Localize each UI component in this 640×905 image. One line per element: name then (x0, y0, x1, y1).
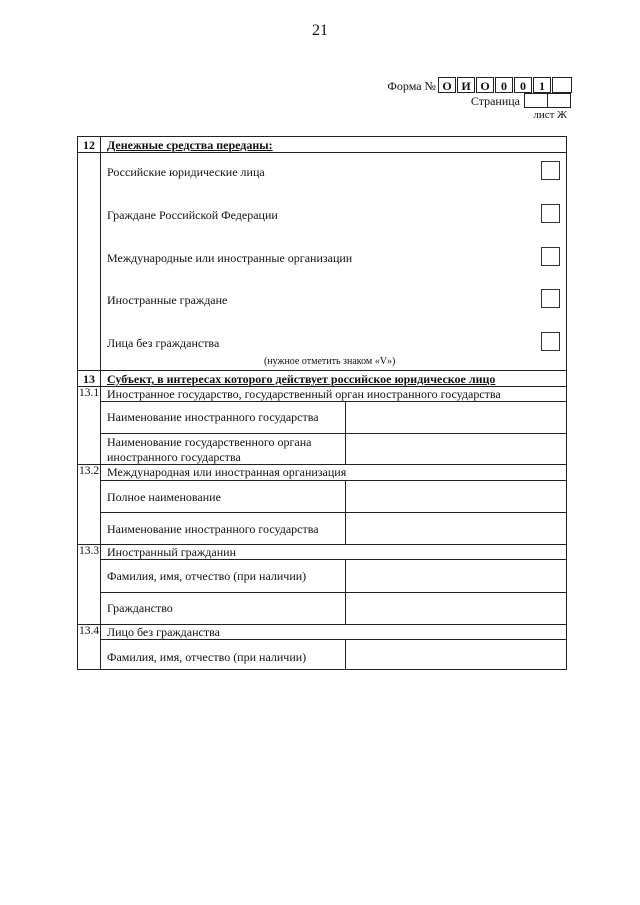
form-code-cell-1: О (438, 77, 456, 93)
form-code-cell-5: 0 (514, 77, 532, 93)
page-input-2[interactable] (547, 93, 571, 108)
input-foreign-state-name[interactable] (346, 402, 565, 432)
sheet-label: лист Ж (533, 109, 567, 121)
input-foreign-citizen-name[interactable] (346, 560, 565, 591)
section-12-title: Денежные средства переданы: (107, 138, 273, 152)
section-13-2-title: Международная или иностранная организация (107, 465, 347, 479)
checkbox-russian-citizens[interactable] (541, 204, 560, 223)
section-13-number: 13 (83, 372, 95, 386)
field-stateless-person-name: Фамилия, имя, отчество (при наличии) (107, 650, 307, 664)
field-state-body-name: Наименование государственного органа иностранного государства (107, 435, 312, 464)
form-code-cell-3: О (476, 77, 494, 93)
section-13-2-number: 13.2 (78, 465, 100, 477)
checkbox-foreign-citizens[interactable] (541, 289, 560, 308)
section-13-3-title: Иностранный гражданин (107, 545, 236, 559)
form-code-cell-4: 0 (495, 77, 513, 93)
field-citizenship: Гражданство (107, 601, 173, 615)
input-full-name[interactable] (346, 481, 565, 511)
option-russian-citizens: Граждане Российской Федерации (107, 208, 278, 222)
option-stateless-persons: Лица без гражданства (107, 336, 220, 350)
checkbox-stateless-persons[interactable] (541, 332, 560, 351)
form-code-cell-7[interactable] (552, 77, 572, 93)
input-state-body-name[interactable] (346, 434, 565, 464)
section-13-3-number: 13.3 (78, 545, 100, 557)
checkbox-russian-legal-entities[interactable] (541, 161, 560, 180)
section-13-1-number: 13.1 (78, 387, 100, 399)
form-code-cell-6: 1 (533, 77, 551, 93)
field-foreign-citizen-name: Фамилия, имя, отчество (при наличии) (107, 569, 307, 583)
page-number: 21 (312, 22, 328, 39)
input-org-foreign-state[interactable] (346, 513, 565, 543)
page-input-1[interactable] (524, 93, 548, 108)
checkbox-international-organizations[interactable] (541, 247, 560, 266)
option-foreign-citizens: Иностранные граждане (107, 293, 228, 307)
section-13-4-title: Лицо без гражданства (107, 625, 220, 639)
section-13-title: Субъект, в интересах которого действует российское юридическое лицо (107, 372, 496, 386)
field-foreign-state-name: Наименование иностранного государства (107, 410, 319, 424)
section-12-number: 12 (83, 138, 95, 152)
input-stateless-person-name[interactable] (346, 640, 565, 669)
option-russian-legal-entities: Российские юридические лица (107, 165, 265, 179)
input-citizenship[interactable] (346, 593, 565, 623)
field-org-foreign-state: Наименование иностранного государства (107, 522, 319, 536)
form-table (77, 136, 567, 670)
section-12-note: (нужное отметить знаком «V») (264, 356, 396, 367)
section-13-4-number: 13.4 (78, 625, 100, 637)
form-number-label: Форма № (387, 79, 436, 93)
page-label: Страница (470, 94, 520, 108)
field-full-name: Полное наименование (107, 490, 221, 504)
section-13-1-title: Иностранное государство, государственный орган иностранного государства (107, 387, 501, 401)
form-code-cell-2: И (457, 77, 475, 93)
option-international-organizations: Международные или иностранные организации (107, 251, 353, 265)
